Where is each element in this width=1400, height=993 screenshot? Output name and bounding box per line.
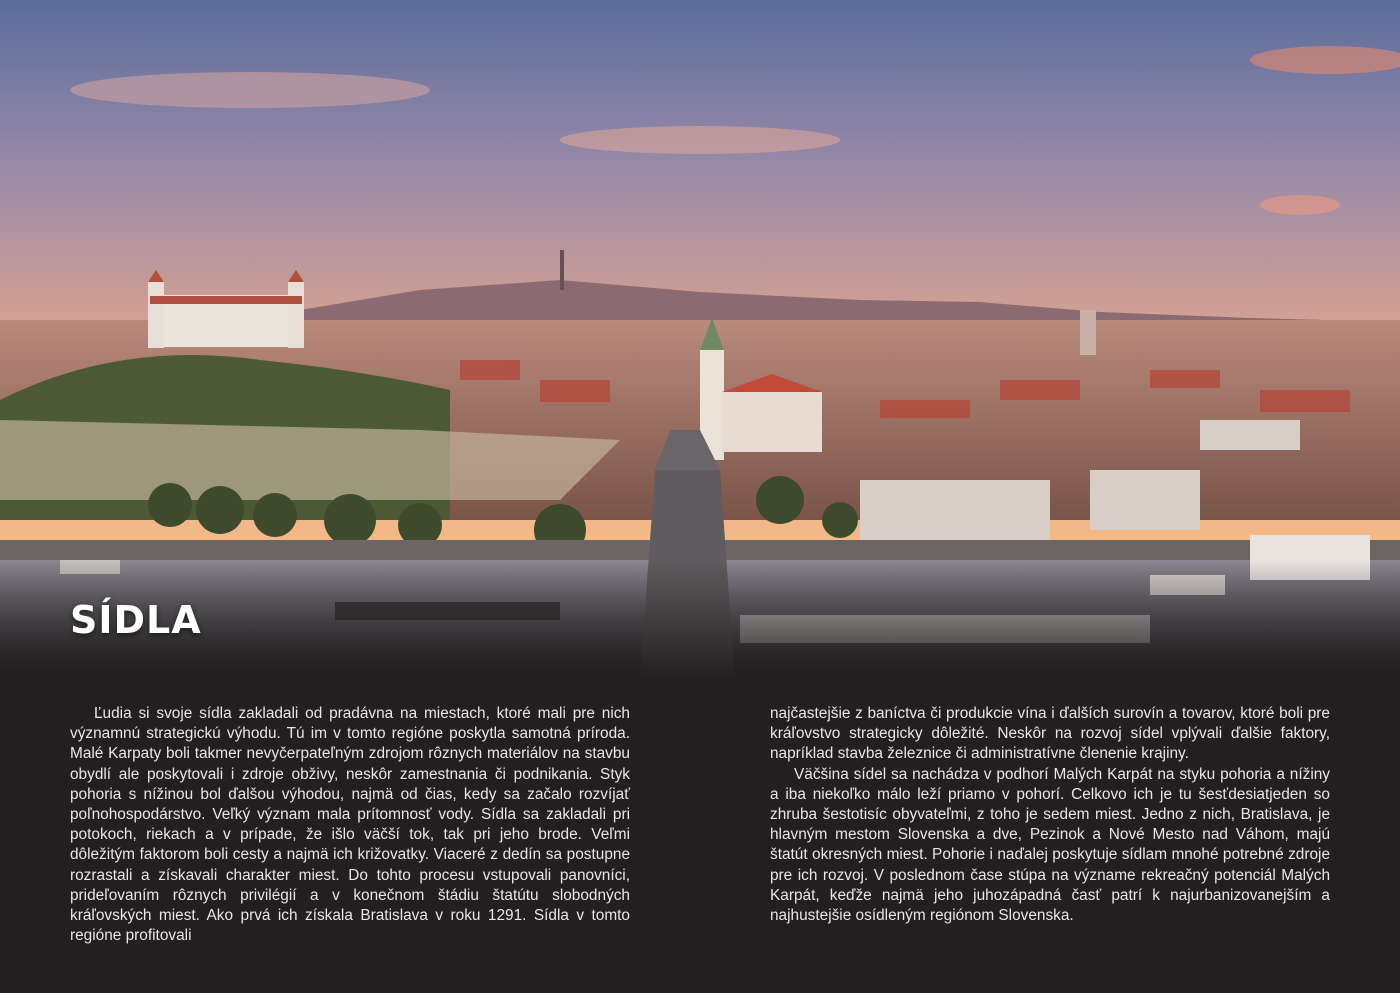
paragraph: najčastejšie z baníctva či produkcie vína i ďalších surovín a tovarov, ktoré boli pre kráľovstvo strategicky dôležité. Neskôr na rozvoj sídel vplývali ďalšie faktory, napríklad stavba železnice či administratívne členenie krajiny.: [770, 705, 1330, 763]
tv-tower: [560, 250, 564, 290]
photo-fade: [0, 560, 1400, 680]
text-column-left: [70, 704, 630, 946]
paragraph: Ľudia si svoje sídla zakladali od pradávna na miestach, ktoré mali pre nich významnú strategickú výhodu. Tú im v tomto regióne poskytla samotná príroda. Malé Karpaty boli takmer nevyčerpateľným zdrojom rôznych materiálov na stavbu obydlí ale poskytovali i zdroje obživy, neskôr zamestnania či podnikania. Styk pohoria s nížinou bol ďalšou výhodou, najmä od čias, kedy sa začalo rozvíjať poľnohospodárstvo. Veľký význam mala prítomnosť vody. Sídla sa zakladali pri potokoch, riekach a v prípade, že išlo väčší tok, tak pri jeho brode. Veľmi dôležitým faktorom boli cesty a najmä ich križovatky. Viaceré z dedín sa postupne rozrastali a získavali charakter miest. Do tohto procesu vstupovali panovníci, prideľovaním rôznych privilégií a v konečnom štádiu štatútu slobodných kráľovských miest. Ako prvá ich získala Bratislava v roku 1291. Sídla v tomto regióne profitovali: [70, 705, 630, 945]
section-title: SÍDLA: [70, 598, 202, 642]
text-column-right: [770, 704, 1330, 926]
paragraph: Väčšina sídel sa nachádza v podhorí Malých Karpát na styku pohoria a nížiny a iba niekoľko málo leží priamo v pohorí. Celkovo ich je tu šesťdesiatjeden so zhruba šestotisíc obyvateľmi, z toho je sedem miest. Jedno z nich, Bratislava, je hlavným mestom Slovenska a dve, Pezinok a Nové Mesto nad Váhom, majú štatút okresných miest. Pohorie i naďalej poskytuje sídlam mnohé potrebné zdroje pre ich rozvoj. V poslednom čase stúpa na význame rekreačný potenciál Malých Karpát, keďže najmä jeho juhozápadná časť patrí k najurbanizovanejším a najhustejšie osídleným regiónom Slovenska.: [770, 765, 1330, 925]
